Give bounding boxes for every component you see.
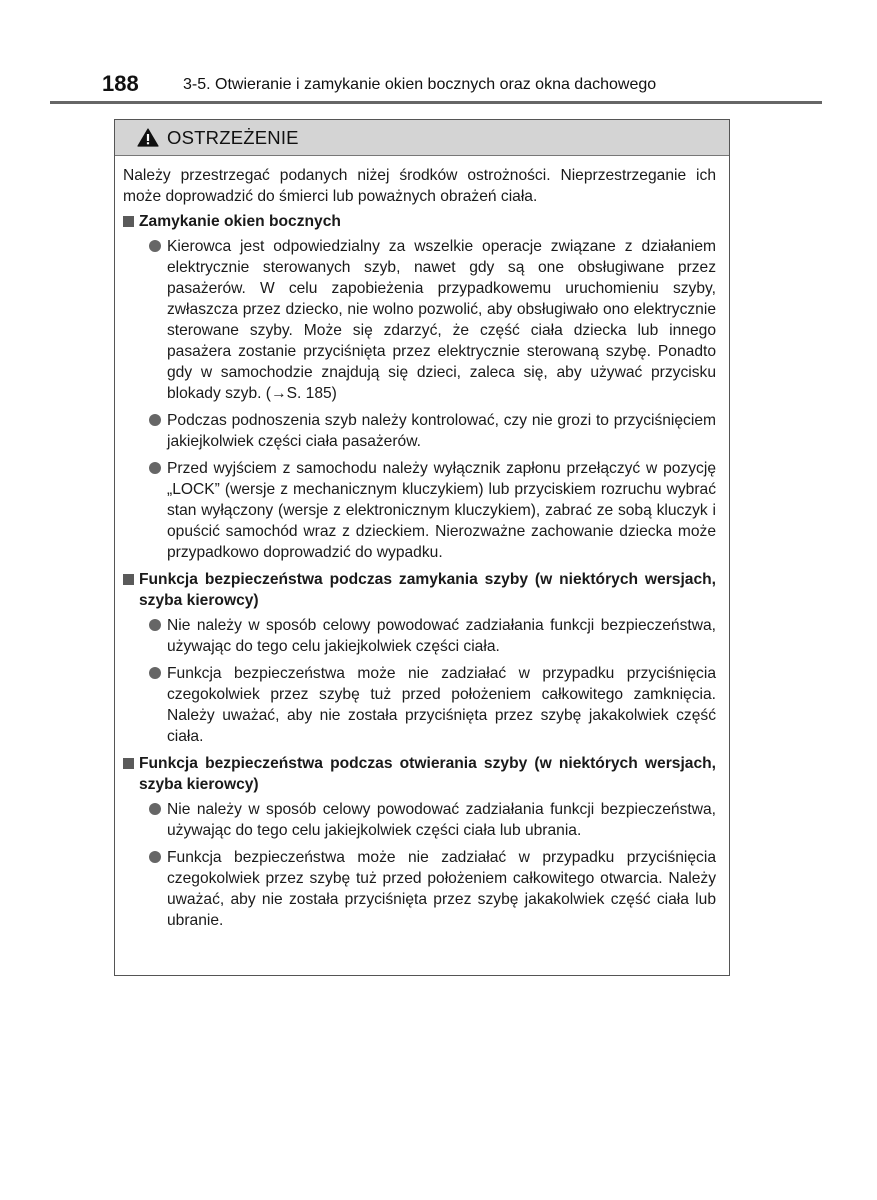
list-item-text: Funkcja bezpieczeństwa może nie zadziałać w przypadku przyciśnięcia czegokolwiek przez szybę tuż przed położeniem całkowitego otwarcia. Należy uważać, aby nie została przyciśnięta przez szybę jakakolwiek część ciała lub ubranie. [167,849,716,929]
section-heading-text: Funkcja bezpieczeństwa podczas zamykania szyby (w niektórych wersjach, szyba kierowcy) [139,571,716,609]
list-item [149,799,716,841]
list-item [149,847,716,931]
list-item [149,663,716,747]
round-bullet-icon [149,803,161,815]
section-heading-text: Funkcja bezpieczeństwa podczas otwierania szyby (w niektórych wersjach, szyba kierowcy) [139,755,716,793]
list-item-text: Nie należy w sposób celowy powodować zadziałania funkcji bezpieczeństwa, używając do tego celu jakiejkolwiek części ciała lub ubrania. [167,801,716,839]
warning-sections [123,211,716,931]
round-bullet-icon [149,667,161,679]
warning-triangle-icon [137,128,159,147]
list-item-text: Przed wyjściem z samochodu należy wyłącznik zapłonu przełączyć w pozycję „LOCK” (wersje z mechanicznym kluczykiem) lub przyciskiem rozruchu wybrać stan wyłączony (wersje z elektronicznym kluczykiem), zabrać ze sobą kluczyk i opuścić samochód wraz z dzieckiem. Nierozważne zachowanie dziecka może przypadkowo doprowadzić do wypadku. [167,460,716,561]
section-heading [123,211,716,232]
page-header [50,68,822,104]
round-bullet-icon [149,851,161,863]
list-item [149,458,716,563]
list-item [149,615,716,657]
section-heading [123,569,716,611]
square-bullet-icon [123,216,134,227]
section-heading [123,753,716,795]
warning-title: OSTRZEŻENIE [167,126,299,148]
list-item [149,410,716,452]
list-item-text: Kierowca jest odpowiedzialny za wszelkie operacje związane z działaniem elektrycznie sterowanych szyb, nawet gdy są one obsługiwane przez pasażerów. W celu zapobieżenia przypadkowemu uruchomieniu szyby, zwłaszcza przez dziecko, nie wolno pozwolić, aby obsługiwało ono elektrycznie sterowane szyby. Może się zdarzyć, że część ciała dziecka lub innego pasażera zostanie przyciśnięta przez elektrycznie sterowaną szybę. Ponadto gdy w samochodzie znajdują się dzieci, zaleca się, aby używać przycisku blokady szyb. (→S. 185) [167,238,716,402]
list-item-text: Podczas podnoszenia szyb należy kontrolować, czy nie grozi to przyciśnięciem jakiejkolwiek części ciała pasażerów. [167,412,716,450]
warning-body [115,156,729,931]
list-item-text: Funkcja bezpieczeństwa może nie zadziałać w przypadku przyciśnięcia czegokolwiek przez szybę tuż przed położeniem całkowitego zamknięcia. Należy uważać, aby nie została przyciśnięta przez szybę jakakolwiek część ciała. [167,665,716,745]
warning-intro: Należy przestrzegać podanych niżej środków ostrożności. Nieprzestrzeganie ich może doprowadzić do śmierci lub poważnych obrażeń ciała. [123,167,716,205]
warning-header [115,120,729,156]
round-bullet-icon [149,619,161,631]
section-title: 3-5. Otwieranie i zamykanie okien bocznych oraz okna dachowego [183,76,657,93]
page-number: 188 [102,71,139,96]
list-item [149,236,716,404]
round-bullet-icon [149,414,161,426]
square-bullet-icon [123,574,134,585]
list-item-text: Nie należy w sposób celowy powodować zadziałania funkcji bezpieczeństwa, używając do tego celu jakiejkolwiek części ciała. [167,617,716,655]
section-heading-text: Zamykanie okien bocznych [139,213,341,230]
warning-box [114,119,730,976]
round-bullet-icon [149,240,161,252]
round-bullet-icon [149,462,161,474]
square-bullet-icon [123,758,134,769]
